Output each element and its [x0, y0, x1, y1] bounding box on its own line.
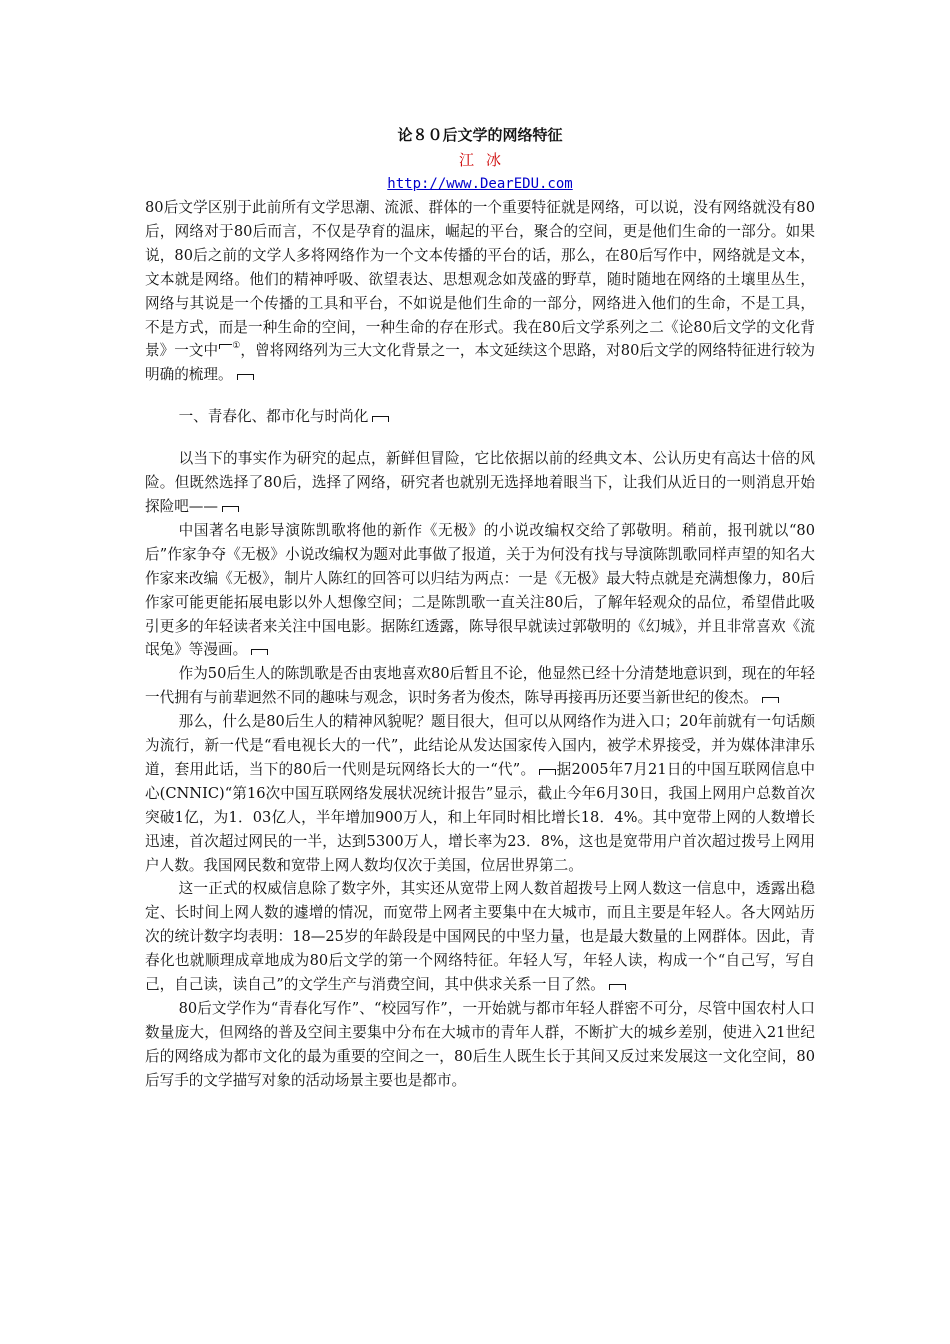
article-title: 论８０后文学的网络特征	[397, 126, 563, 144]
paragraph-mark-icon	[372, 416, 389, 422]
footnote-bracket-icon	[219, 344, 232, 349]
paragraph	[145, 710, 815, 877]
paragraph-mark-icon	[762, 697, 779, 703]
paragraph	[145, 447, 815, 519]
section-heading	[145, 405, 815, 429]
paragraph-text: 以当下的事实作为研究的起点，新鲜但冒险，它比依据以前的经典文本、公认历史有高达十倍的风险。但既然选择了80后，选择了网络，研究者也就别无选择地着眼当下，让我们从近日的一则消息开始探险吧——	[145, 450, 815, 515]
article-author: 江冰	[458, 151, 513, 169]
paragraph-mark-icon	[222, 506, 239, 512]
paragraph	[145, 519, 815, 662]
paragraph-intro-tail: ，曾将网络列为三大文化背景之一，本文延续这个思路，对80后文学的网络特征进行较为明确的梳理。	[145, 342, 815, 384]
footnote-ref[interactable]: ①	[232, 341, 241, 352]
paragraph-text: 80后文学作为“青春化写作”、“校园写作”，一开始就与都市年轻人群密不可分，尽管中国农村人口数量庞大，但网络的普及空间主要集中分布在大城市的青年人群，不断扩大的城乡差别，使进入21世纪后的网络成为都市文化的最为重要的空间之一，80后生人既生长于其间又反过来发展这一文化空间，80后写手的文学描写对象的活动场景主要也是都市。	[145, 1000, 815, 1089]
paragraph-text: 中国著名电影导演陈凯歌将他的新作《无极》的小说改编权交给了郭敬明。稍前，报刊就以“80后”作家争夺《无极》小说改编权为题对此事做了报道，关于为何没有找与导演陈凯歌同样声望的知名大作家来改编《无极》，制片人陈红的回答可以归结为两点：一是《无极》最大特点就是充满想像力，80后作家可能更能拓展电影以外人想像空间；二是陈凯歌一直关注80后，了解年轻观众的品位，希望借此吸引更多的年轻读者来关注中国电影。据陈红透露，陈导很早就读过郭敬明的《幻城》，并且非常喜欢《流氓兔》等漫画。	[145, 521, 815, 659]
paragraph	[145, 877, 815, 997]
paragraph-intro	[145, 196, 815, 387]
paragraph-mark-icon	[539, 769, 556, 775]
paragraph-text: 作为50后生人的陈凯歌是否由衷地喜欢80后暂且不论，他显然已经十分清楚地意识到，现在的年轻一代拥有与前辈迥然不同的趣味与观念，识时务者为俊杰，陈导再接再历还要当新世纪的俊杰。	[145, 665, 815, 707]
paragraph-intro-text: 80后文学区别于此前所有文学思潮、流派、群体的一个重要特征就是网络，可以说，没有网络就没有80后，网络对于80后而言，不仅是孕育的温床，崛起的平台，聚合的空间，更是他们生命的一部分。如果说，80后之前的文学人多将网络作为一个文本传播的平台的话，那么，在80后写作中，网络就是文本，文本就是网络。他们的精神呼吸、欲望表达、思想观念如茂盛的野草，随时随地在网络的土壤里丛生，网络与其说是一个传播的工具和平台，不如说是他们生命的一部分，网络进入他们的生命，不是工具，不是方式，而是一种生命的空间，一种生命的存在形式。我在80后文学系列之二《论80后文学的文化背景》一文中	[145, 199, 815, 360]
paragraph	[145, 997, 815, 1093]
source-url	[145, 172, 815, 196]
paragraph-mark-icon	[237, 374, 254, 380]
paragraph-mark-icon	[609, 984, 626, 990]
article	[145, 122, 815, 1093]
paragraph-mark-icon	[251, 649, 268, 655]
paragraph-text: 据2005年7月21日的中国互联网信息中心(CNNIC)“第16次中国互联网络发展状况统计报告”显示，截止今年6月30日，我国上网用户总数首次突破1亿，为1．03亿人，半年增加900万人，和上年同时相比增长18．4%。其中宽带上网的人数增长迅速，首次超过网民的一半，达到5300万人，增长率为23．8%，这也是宽带用户首次超过拨号上网用户人数。我国网民数和宽带上网人数均仅次于美国，位居世界第二。	[145, 760, 815, 874]
paragraph-text: 那么，什么是80后生人的精神风貌呢？题目很大，但可以从网络作为进入口；20年前就有一句话颇为流行，新一代是“看电视长大的一代”，此结论从发达国家传入国内，被学术界接受，并为媒体津津乐道，套用此话，当下的80后一代则是玩网络长大的一“代”。	[145, 713, 815, 778]
paragraph	[145, 662, 815, 710]
paragraph-text: 这一正式的权威信息除了数字外，其实还从宽带上网人数首超拨号上网人数这一信息中，透露出稳定、长时间上网人数的遽增的情况，而宽带上网者主要集中在大城市，而且主要是年轻人。各大网站历次的统计数字均表明：18—25岁的年龄段是中国网民的中坚力量，也是最大数量的上网群体。因此，青春化也就顺理成章地成为80后文学的第一个网络特征。年轻人写，年轻人读，构成一个“自己写，写自己，自己读，读自己”的文学生产与消费空间，其中供求关系一目了然。	[145, 880, 815, 994]
source-link[interactable]: http://www.DearEDU.com	[387, 176, 573, 192]
section-heading-text: 一、青春化、都市化与时尚化	[178, 408, 369, 426]
